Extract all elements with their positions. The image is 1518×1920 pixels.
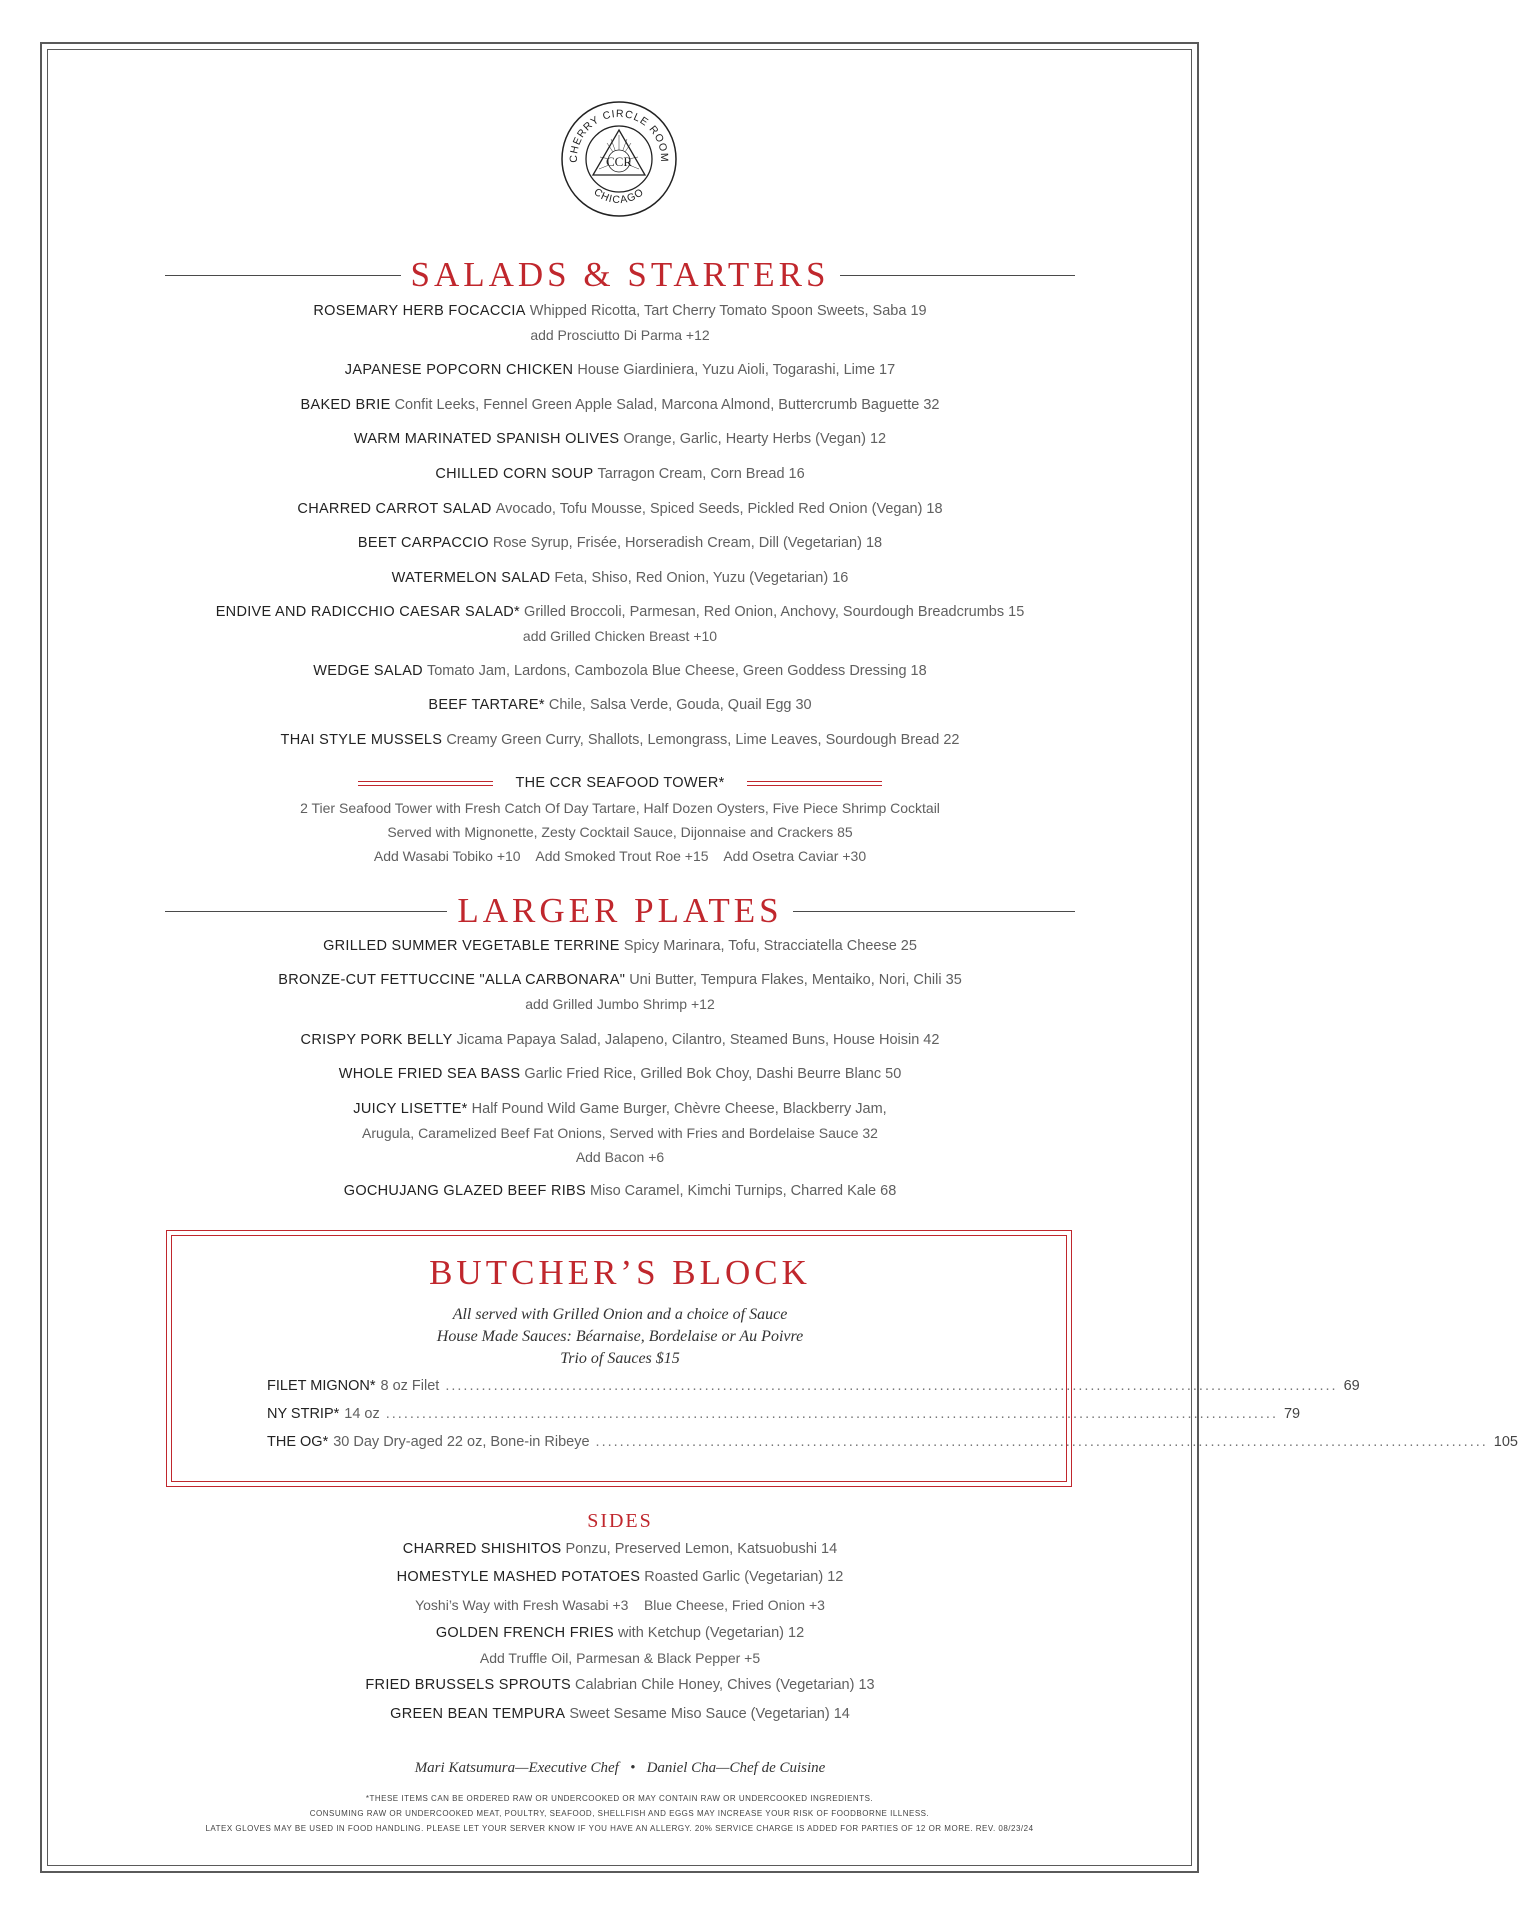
seal-monogram: CCR (605, 154, 633, 169)
menu-item: JAPANESE POPCORN CHICKEN House Giardiniera, Yuzu Aioli, Togarashi, Lime 17 (344, 362, 896, 378)
menu-item: WATERMELON SALAD Feta, Shiso, Red Onion, Yuzu (Vegetarian) 16 (391, 570, 849, 586)
menu-page (47, 49, 1518, 1866)
menu-item-addon: add Prosciutto Di Parma +12 (530, 327, 710, 343)
menu-item: WHOLE FRIED SEA BASS Garlic Fried Rice, Grilled Bok Choy, Dashi Beurre Blanc 50 (338, 1066, 902, 1082)
section-header-salads (165, 255, 1075, 295)
menu-item: GOLDEN FRENCH FRIES with Ketchup (Vegetarian) 12 (435, 1625, 805, 1641)
menu-item: BAKED BRIE Confit Leeks, Fennel Green Apple Salad, Marcona Almond, Buttercrumb Baguette 32 (300, 397, 940, 413)
disclaimer-line: CONSUMING RAW OR UNDERCOOKED MEAT, POULTRY, SEAFOOD, SHELLFISH AND EGGS MAY INCREASE YOUR RISK OF FOODBORNE ILLNESS. (309, 1809, 930, 1818)
menu-item-addon: Yoshi’s Way with Fresh Wasabi +3 Blue Cheese, Fried Onion +3 (415, 1597, 825, 1613)
menu-item: WEDGE SALAD Tomato Jam, Lardons, Cambozola Blue Cheese, Green Goddess Dressing 18 (313, 663, 927, 679)
divider-left (358, 781, 493, 786)
menu-item-addon: Add Truffle Oil, Parmesan & Black Pepper +5 (479, 1650, 761, 1666)
butcher-cut-row: NY STRIP* 14 oz .................................................................................................................................................... 79 (267, 1406, 1301, 1422)
menu-item: CHILLED CORN SOUP Tarragon Cream, Corn Bread 16 (435, 466, 805, 482)
sides-title: SIDES (587, 1510, 653, 1532)
chef-credits: Mari Katsumura—Executive Chef • Daniel Cha—Chef de Cuisine (414, 1760, 826, 1776)
seafood-tower-line: Served with Mignonette, Zesty Cocktail Sauce, Dijonnaise and Crackers 85 (387, 824, 853, 840)
salads-title: SALADS & STARTERS (410, 255, 830, 294)
menu-item: THAI STYLE MUSSELS Creamy Green Curry, Shallots, Lemongrass, Lime Leaves, Sourdough Bread 22 (280, 732, 960, 748)
butchers-block-sauces: House Made Sauces: Béarnaise, Bordelaise or Au Poivre (436, 1328, 804, 1345)
seafood-tower-title: THE CCR SEAFOOD TOWER* (515, 775, 725, 791)
menu-item: CHARRED SHISHITOS Ponzu, Preserved Lemon, Katsuobushi 14 (402, 1541, 838, 1557)
cherry-circle-room-seal-icon (559, 99, 679, 219)
section-header-larger-plates (165, 891, 1075, 931)
seal-ring-top: CHERRY CIRCLE ROOM (567, 107, 671, 163)
butchers-block-note: All served with Grilled Onion and a choice of Sauce (452, 1306, 788, 1323)
menu-item: WARM MARINATED SPANISH OLIVES Orange, Garlic, Hearty Herbs (Vegan) 12 (353, 431, 887, 447)
menu-item: BRONZE-CUT FETTUCCINE "ALLA CARBONARA" Uni Butter, Tempura Flakes, Mentaiko, Nori, Chili 35 (278, 972, 962, 988)
menu-item: BEEF TARTARE* Chile, Salsa Verde, Gouda, Quail Egg 30 (428, 697, 812, 713)
menu-item: JUICY LISETTE* Half Pound Wild Game Burger, Chèvre Cheese, Blackberry Jam, (353, 1101, 887, 1117)
menu-item: CHARRED CARROT SALAD Avocado, Tofu Mousse, Spiced Seeds, Pickled Red Onion (Vegan) 18 (297, 501, 943, 517)
menu-item: CRISPY PORK BELLY Jicama Papaya Salad, Jalapeno, Cilantro, Steamed Buns, House Hoisin 42 (300, 1032, 940, 1048)
butchers-block-title: BUTCHER’S BLOCK (429, 1253, 811, 1292)
butcher-cut-row: FILET MIGNON* 8 oz Filet .................................................................................................................................................... 69 (267, 1378, 1360, 1394)
seafood-tower-addons: Add Wasabi Tobiko +10 Add Smoked Trout Roe +15 Add Osetra Caviar +30 (373, 848, 867, 864)
svg-text:CHICAGO (592, 186, 647, 206)
menu-item: BEET CARPACCIO Rose Syrup, Frisée, Horseradish Cream, Dill (Vegetarian) 18 (357, 535, 883, 551)
seafood-tower-line: 2 Tier Seafood Tower with Fresh Catch Of Day Tartare, Half Dozen Oysters, Five Piece Shrimp Cocktail (300, 800, 940, 816)
butcher-cut-row: THE OG* 30 Day Dry-aged 22 oz, Bone-in Ribeye .................................................................................................................................................... 105 (267, 1434, 1518, 1450)
divider-right (747, 781, 882, 786)
menu-item-addon: add Grilled Chicken Breast +10 (522, 628, 718, 644)
disclaimer-line: *THESE ITEMS CAN BE ORDERED RAW OR UNDERCOOKED OR MAY CONTAIN RAW OR UNDERCOOKED INGREDIENTS. (365, 1794, 874, 1803)
menu-item: HOMESTYLE MASHED POTATOES Roasted Garlic (Vegetarian) 12 (396, 1569, 844, 1585)
menu-item: FRIED BRUSSELS SPROUTS Calabrian Chile Honey, Chives (Vegetarian) 13 (365, 1677, 875, 1693)
menu-item: GREEN BEAN TEMPURA Sweet Sesame Miso Sauce (Vegetarian) 14 (390, 1706, 850, 1722)
butchers-block-trio: Trio of Sauces $15 (560, 1350, 680, 1367)
seal-ring-bottom: CHICAGO (591, 185, 647, 207)
menu-item: ENDIVE AND RADICCHIO CAESAR SALAD* Grilled Broccoli, Parmesan, Red Onion, Anchovy, Sourdough Breadcrumbs 15 (215, 604, 1025, 620)
butchers-block-box (166, 1230, 1518, 1487)
menu-item-addon: Add Bacon +6 (575, 1149, 665, 1165)
larger-plates-title: LARGER PLATES (457, 891, 783, 930)
menu-item: GOCHUJANG GLAZED BEEF RIBS Miso Caramel, Kimchi Turnips, Charred Kale 68 (343, 1183, 897, 1199)
disclaimer-line: LATEX GLOVES MAY BE USED IN FOOD HANDLING. PLEASE LET YOUR SERVER KNOW IF YOU HAVE AN ALLERGY. 20% SERVICE CHARGE IS ADDED FOR PARTIES OF 12 OR MORE. REV. 08/23/24 (205, 1824, 1034, 1833)
seafood-tower-header (165, 775, 1075, 791)
menu-item-addon: add Grilled Jumbo Shrimp +12 (525, 996, 715, 1012)
menu-item: ROSEMARY HERB FOCACCIA Whipped Ricotta, Tart Cherry Tomato Spoon Sweets, Saba 19 (313, 303, 927, 319)
menu-item-continuation: Arugula, Caramelized Beef Fat Onions, Served with Fries and Bordelaise Sauce 32 (362, 1125, 878, 1141)
menu-item: GRILLED SUMMER VEGETABLE TERRINE Spicy Marinara, Tofu, Stracciatella Cheese 25 (323, 938, 917, 954)
